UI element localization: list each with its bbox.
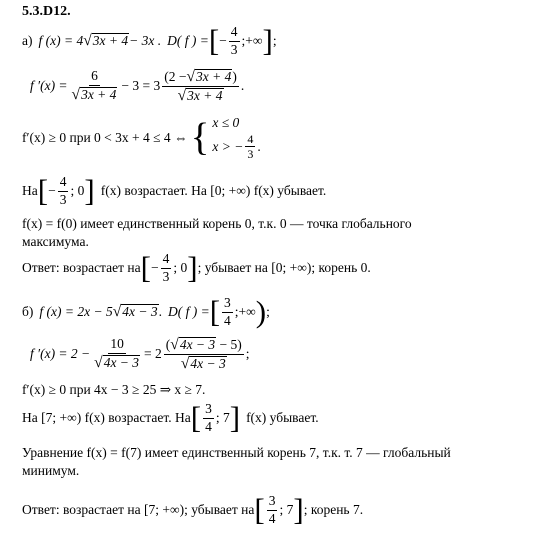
- a-deriv-den2-radicand: 3x + 4: [187, 87, 223, 103]
- b-ans-post: ; корень 7.: [303, 502, 364, 517]
- b-ans-mid: ; 7: [279, 502, 294, 517]
- a-func-lhs: f (x) = 4: [38, 33, 84, 48]
- a-system-row2: [212, 133, 260, 161]
- a-inc-frac: [58, 175, 69, 206]
- b-deriv-frac2: [164, 337, 244, 372]
- a-ans-frac: [161, 252, 172, 283]
- a-label: а): [22, 33, 33, 48]
- b-label: б): [22, 304, 34, 319]
- a-inc-lbracket: [: [37, 173, 49, 209]
- a-system-frac: [245, 133, 255, 161]
- b-domain-lbracket: [: [209, 294, 221, 330]
- a-ans-post: ; убывает на [0; +∞); корень 0.: [197, 260, 371, 275]
- a-increasing-line: [22, 173, 326, 209]
- a-ans-mid: ; 0: [173, 260, 188, 275]
- b-inc-text: На [7; +∞) f(x) возрастает. На: [22, 410, 191, 425]
- b-root-line1: Уравнение f(x) = f(7) имеет единственный корень 7, т.к. т. 7 — глобальный: [22, 445, 451, 460]
- b-domain-tail: ;+∞: [234, 304, 256, 319]
- a-domain-minus: −: [219, 33, 227, 48]
- a-domain-frac: [229, 25, 240, 56]
- a-ans-pre: Ответ: возрастает на: [22, 260, 141, 275]
- b-inc-rbracket: ]: [229, 400, 241, 436]
- b-domain-frac: [222, 296, 233, 327]
- b-increasing-line: [22, 400, 319, 436]
- a-derivative-line: [30, 66, 244, 106]
- a-deriv-den2-sqrt: √ 3x + 4: [177, 86, 223, 104]
- a-deriv-frac2: [162, 69, 239, 104]
- a-system-row2-pre: x > −: [212, 138, 244, 154]
- a-domain-lbracket: [: [208, 23, 220, 59]
- b-inc-post: f(x) убывает.: [246, 410, 319, 425]
- a-inc-rbracket: ]: [84, 173, 95, 209]
- b-inc-lbracket: [: [190, 400, 202, 436]
- a-system-row1: x ≤ 0: [212, 115, 240, 130]
- a-ans-rbracket: ]: [187, 250, 198, 286]
- b-deriv-lhs: f ′(x) = 2 −: [30, 346, 91, 361]
- b-deriv-den1-sqrt: √ 4x − 3: [94, 353, 140, 371]
- b-domain-rbracket: ): [255, 294, 267, 330]
- b-func-sqrt: √ 4x − 3: [112, 303, 158, 321]
- b-deriv-mid: = 2: [144, 346, 162, 361]
- a-deriv-num1: 6: [89, 69, 100, 85]
- a-deriv-num2-sqrt: √ 3x + 4: [186, 67, 232, 85]
- a-deriv-den1-radicand: 3x + 4: [81, 86, 117, 102]
- b-deriv-num2-post: − 5): [216, 336, 242, 352]
- b-ans-pre: Ответ: возрастает на [7; +∞); убывает на: [22, 502, 255, 517]
- a-root-line1: f(x) = f(0) имеет единственный корень 0, т.к. 0 — точка глобального: [22, 216, 412, 231]
- b-func-period: .: [158, 304, 162, 319]
- a-inc-minus: −: [48, 183, 56, 198]
- b-condition-line: f′(x) ≥ 0 при 4x − 3 ≥ 25 ⇒ x ≥ 7.: [22, 382, 206, 397]
- b-deriv-den1-radicand: 4x − 3: [103, 354, 140, 370]
- page-title: 5.3.D12.: [22, 4, 71, 19]
- b-inc-mid: ; 7: [215, 410, 230, 425]
- a-system-den: 3: [247, 147, 254, 162]
- a-system-num: 4: [247, 131, 254, 146]
- b-derivative-line: [30, 334, 250, 374]
- a-func-radicand: 3x + 4: [92, 33, 129, 49]
- b-domain-den: 4: [224, 312, 231, 328]
- b-deriv-semicolon: ;: [245, 346, 250, 361]
- a-func-sqrt: √ 3x + 4: [83, 32, 129, 50]
- b-domain-lhs: D( f ) =: [167, 304, 210, 319]
- a-ans-num: 4: [161, 252, 172, 268]
- a-system-brace: {: [190, 116, 210, 160]
- a-deriv-period: .: [240, 78, 245, 93]
- a-deriv-den1-sqrt: √ 3x + 4: [71, 85, 117, 103]
- b-inc-frac: [203, 402, 214, 433]
- a-domain-rbracket: ]: [262, 23, 273, 59]
- b-deriv-num2-sqrt: √ 4x − 3: [170, 335, 216, 353]
- b-deriv-den2-sqrt: √ 4x − 3: [180, 354, 226, 372]
- b-ans-frac: [267, 494, 278, 525]
- a-root-line2: максимума.: [22, 234, 89, 249]
- a-domain-semicolon: ;: [272, 33, 277, 48]
- b-domain-semicolon: ;: [266, 304, 270, 319]
- b-inc-den: 4: [205, 418, 212, 434]
- a-domain-tail: ;+∞: [241, 33, 263, 48]
- b-ans-lbracket: [: [254, 492, 265, 528]
- b-deriv-den2-radicand: 4x − 3: [190, 355, 226, 371]
- a-deriv-num2-pre: (2 −: [164, 68, 187, 84]
- a-condition-line: [22, 110, 261, 166]
- a-function-line: [22, 23, 277, 59]
- a-func-tail: − 3x .: [129, 33, 162, 48]
- a-condition-text: f′(x) ≥ 0 при 0 < 3x + 4 ≤ 4 ⇔: [22, 130, 188, 145]
- a-inc-post: f(x) возрастает. На [0; +∞) f(x) убывает.: [100, 183, 327, 198]
- a-system-period: .: [257, 138, 261, 154]
- a-inc-mid: ; 0: [70, 183, 85, 198]
- b-answer-line: [22, 490, 363, 530]
- a-domain-den: 3: [230, 41, 238, 57]
- a-deriv-num2-post: ): [232, 68, 237, 84]
- b-function-line: [22, 296, 270, 328]
- a-inc-num: 4: [58, 175, 69, 191]
- b-inc-num: 3: [203, 402, 214, 418]
- b-domain-num: 3: [222, 296, 233, 312]
- a-deriv-lhs: f ′(x) =: [30, 78, 68, 93]
- a-ans-minus: −: [150, 260, 159, 275]
- a-answer-line: [22, 250, 371, 286]
- a-deriv-frac1: [70, 69, 120, 102]
- a-ans-lbracket: [: [140, 250, 151, 286]
- b-deriv-num2-radicand: 4x − 3: [179, 336, 216, 352]
- a-inc-den: 3: [59, 191, 67, 207]
- b-ans-den: 4: [268, 510, 276, 526]
- a-deriv-mid: − 3 = 3: [121, 78, 161, 93]
- b-func-radicand: 4x − 3: [122, 304, 158, 320]
- a-system: [212, 115, 260, 161]
- a-ans-den: 3: [162, 268, 170, 284]
- a-inc-pre: На: [22, 183, 38, 198]
- b-deriv-num2-pre: (: [165, 336, 171, 352]
- b-deriv-num1: 10: [108, 337, 126, 353]
- b-func-lhs: f (x) = 2x − 5: [39, 304, 113, 319]
- a-deriv-num2-radicand: 3x + 4: [196, 68, 232, 84]
- a-domain-num: 4: [229, 25, 240, 41]
- b-ans-num: 3: [267, 494, 278, 510]
- b-deriv-frac1: [92, 337, 142, 370]
- b-root-line2: минимум.: [22, 463, 80, 478]
- a-domain-lhs: D( f ) =: [167, 33, 209, 48]
- b-ans-rbracket: ]: [293, 492, 304, 528]
